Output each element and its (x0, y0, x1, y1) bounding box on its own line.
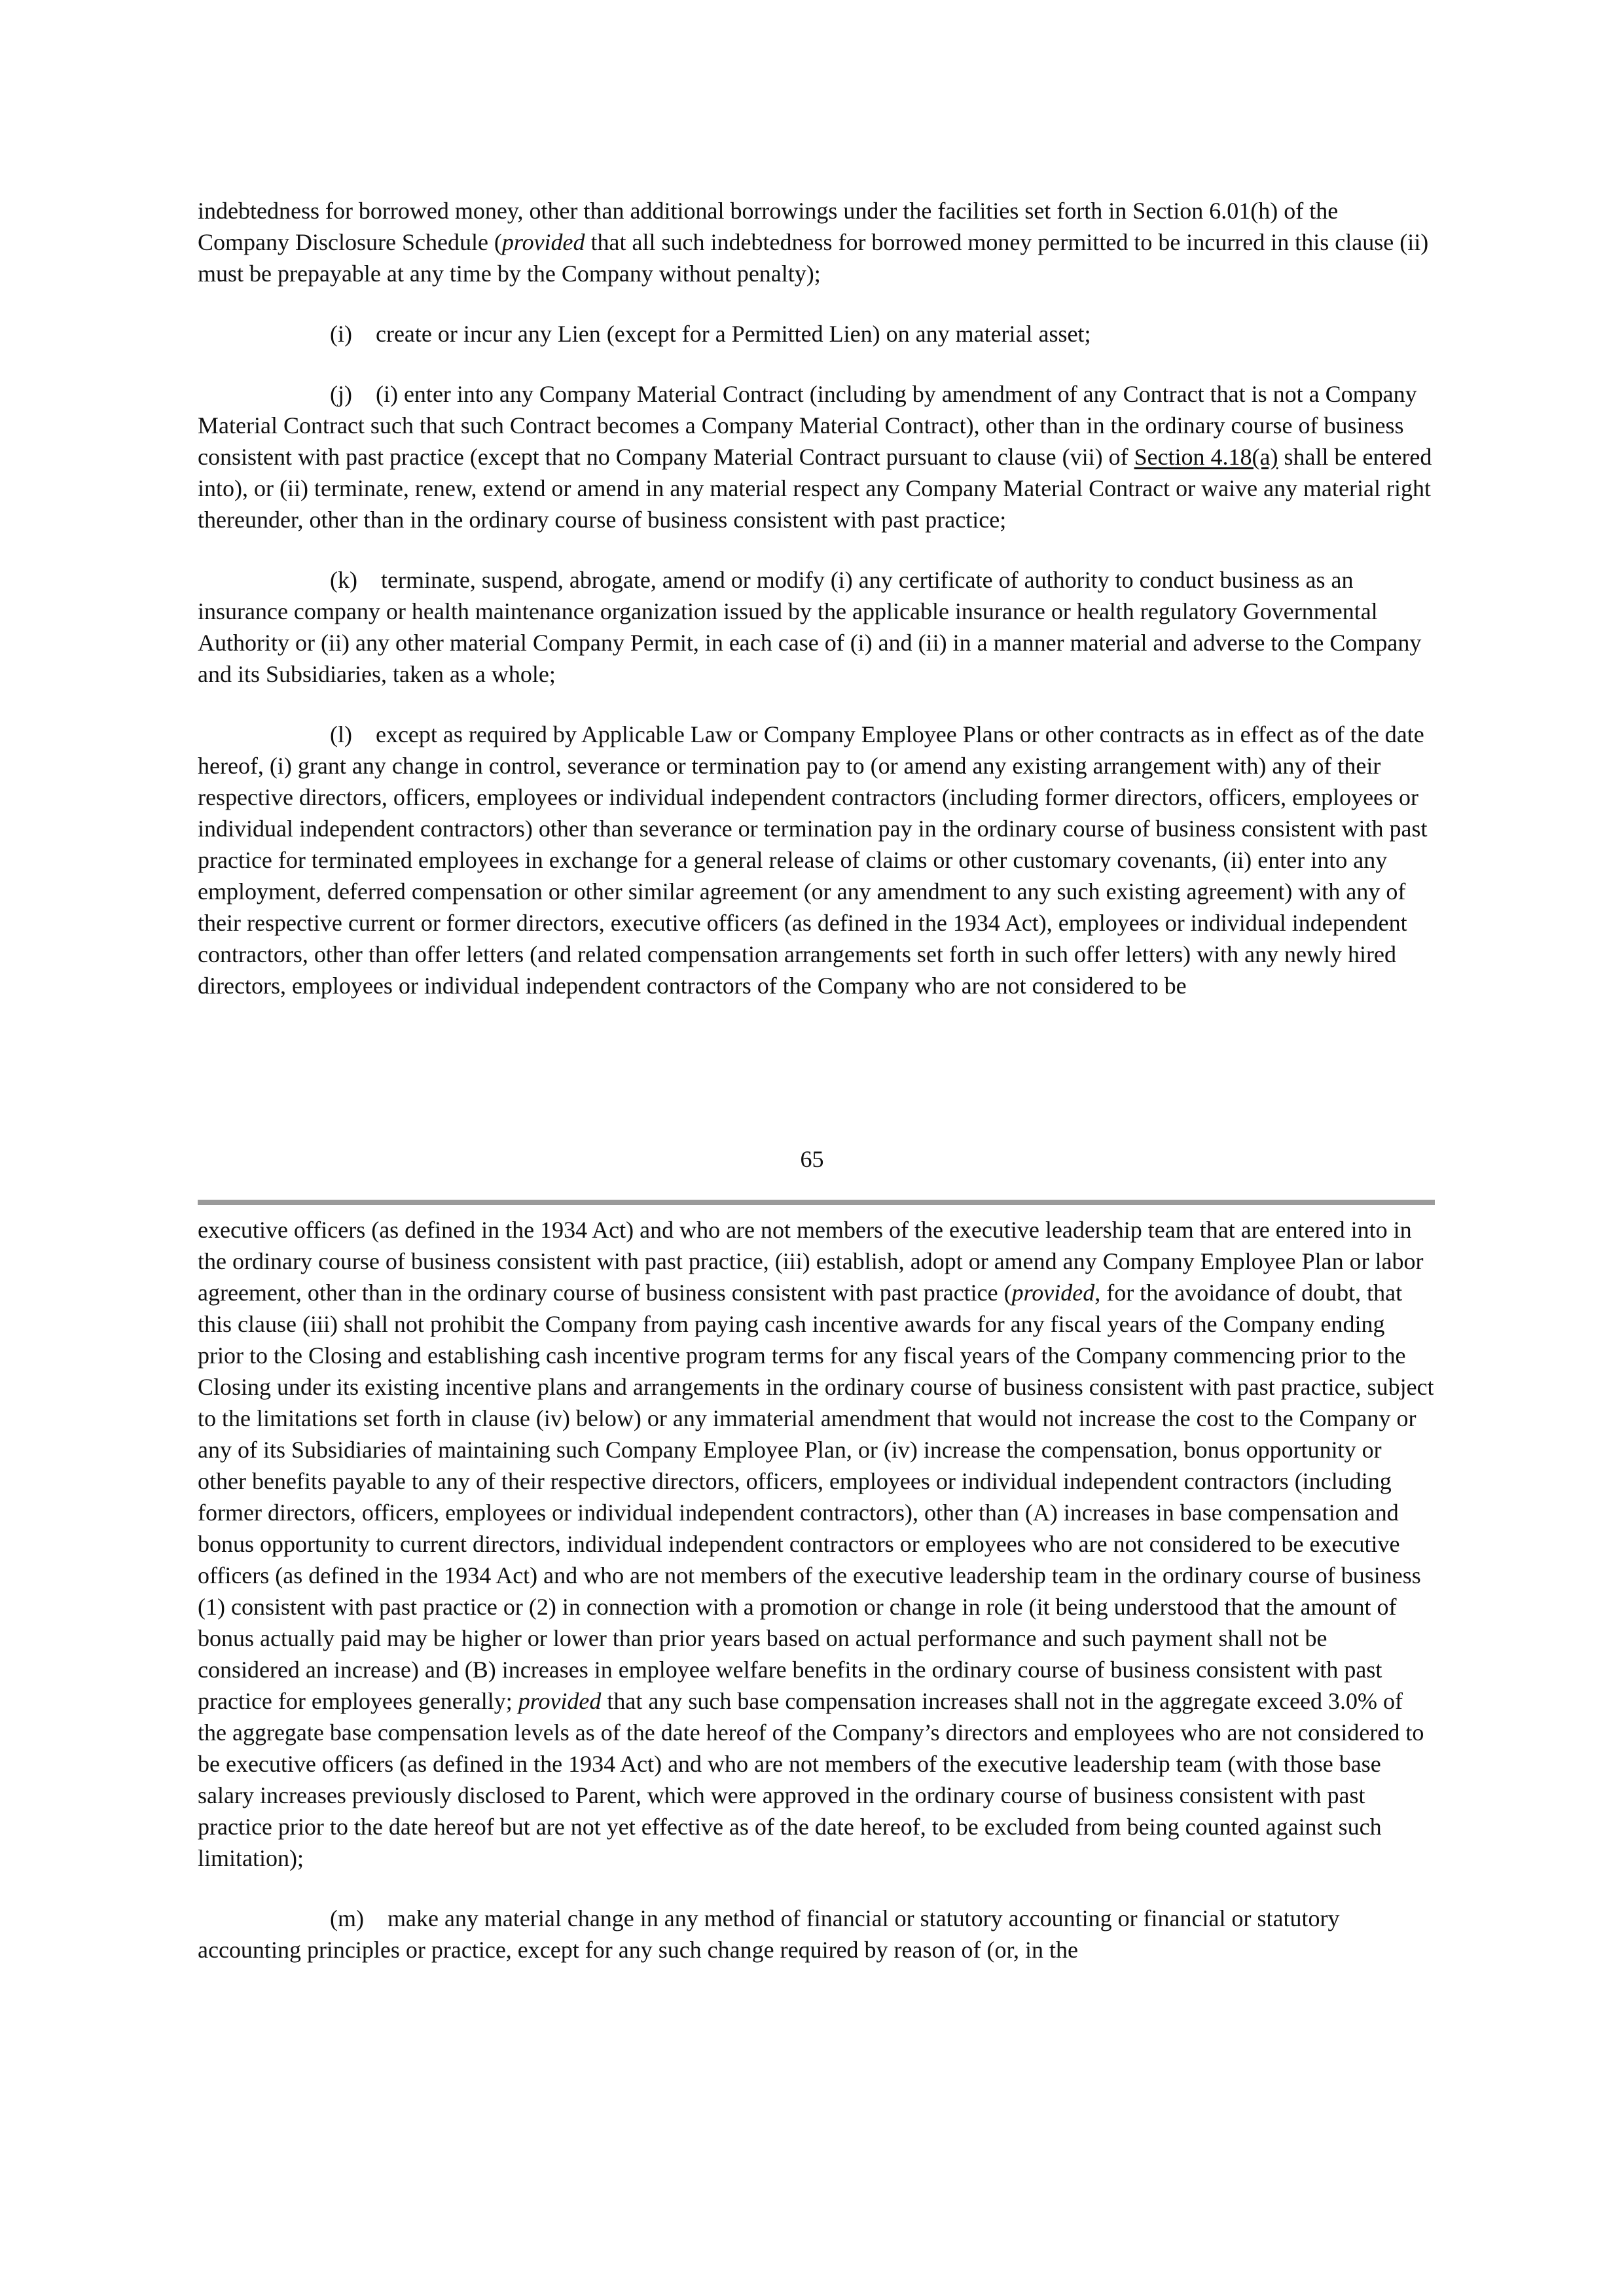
paragraph-m-start: (m) make any material change in any method of financial or statutory accounting or financial or statutory accounting principles or practice, except for any such change required by reason of (or, in the (198, 1905, 1346, 1963)
paragraph-l-continuation: executive officers (as defined in the 1934 Act) and who are not members of the executive leadership team that are entered into in the ordinary course of business consistent with past practice, (iii) establish, adopt or amend any Company Employee Plan or labor agreement, other than in the ordinary course of business consistent with past practice (provided, for the avoidance of doubt, that this clause (iii) shall not prohibit the Company from paying cash incentive awards for any fiscal years of the Company ending prior to the Closing and establishing cash incentive program terms for any fiscal years of the Company commencing prior to the Closing under its existing incentive plans and arrangements in the ordinary course of business consistent with past practice, subject to the limitations set forth in clause (iv) below) or any immaterial amendment that would not increase the cost to the Company or any of its Subsidiaries of maintaining such Company Employee Plan, or (iv) increase the compensation, bonus opportunity or other benefits payable to any of their respective directors, officers, employees or individual independent contractors (including former directors, officers, employees or individual independent contractors), other than (A) increases in base compensation and bonus opportunity to current directors, individual independent contractors or employees who are not considered to be executive officers (as defined in the 1934 Act) and who are not members of the executive leadership team in the ordinary course of business (1) consistent with past practice or (2) in connection with a promotion or change in role (it being understood that the amount of bonus actually paid may be higher or lower than prior years based on actual performance and such payment shall not be considered an increase) and (B) increases in employee welfare benefits in the ordinary course of business consistent with past practice for employees generally; provided that any such base compensation increases shall not in the aggregate exceed 3.0% of the aggregate base compensation levels as of the date hereof of the Company’s directors and employees who are not considered to be executive officers (as defined in the 1934 Act) and who are not members of the executive leadership team (with those base salary increases previously disclosed to Parent, which were approved in the ordinary course of business consistent with past practice prior to the date hereof but are not yet effective as of the date hereof, to be excluded from being counted against such limitation); (198, 1217, 1434, 1871)
page-break-divider (198, 1200, 1435, 1205)
paragraph-l-start: (l) except as required by Applicable Law or Company Employee Plans or other contracts as in effect as of the date hereof, (i) grant any change in control, severance or termination pay to (or amend any existing arrangement with) any of their respective directors, officers, employees or individual independent contractors (including former directors, officers, employees or individual independent contractors) other than severance or termination pay in the ordinary course of business consistent with past practice for terminated employees in exchange for a general release of claims or other customary covenants, (ii) enter into any employment, deferred compensation or other similar agreement (or any amendment to any such existing agreement) with any of their respective current or former directors, executive officers (as defined in the 1934 Act), employees or individual independent contractors, other than offer letters (and related compensation arrangements set forth in such offer letters) with any newly hired directors, employees or individual independent contractors of the Company who are not considered to be (198, 721, 1434, 999)
page-bottom-text (198, 1214, 1435, 1965)
paragraph-k: (k) terminate, suspend, abrogate, amend or modify (i) any certificate of authority to conduct business as an insurance company or health maintenance organization issued by the applicable insurance or health regulatory Governmental Authority or (ii) any other material Company Permit, in each case of (i) and (ii) in a manner material and adverse to the Company and its Subsidiaries, taken as a whole; (198, 567, 1428, 687)
page-number: 65 (800, 1146, 824, 1172)
paragraph-j: (j) (i) enter into any Company Material Contract (including by amendment of any Contract that is not a Company Material Contract such that such Contract becomes a Company Material Contract), other than in the ordinary course of business consistent with past practice (except that no Company Material Contract pursuant to clause (vii) of Section 4.18(a) shall be entered into), or (ii) terminate, renew, extend or amend in any material respect any Company Material Contract or waive any material right thereunder, other than in the ordinary course of business consistent with past practice; (198, 381, 1438, 533)
page-top-text (198, 195, 1438, 1001)
paragraph-i: (i) create or incur any Lien (except for a Permitted Lien) on any material asset; (330, 321, 1091, 347)
paragraph-h-continuation: indebtedness for borrowed money, other than additional borrowings under the facilities set forth in Section 6.01(h) of the Company Disclosure Schedule (provided that all such indebtedness for borrowed money permitted to be incurred in this clause (ii) must be prepayable at any time by the Company without penalty); (198, 198, 1429, 287)
section-reference-link: Section 4.18(a) (1134, 444, 1278, 470)
